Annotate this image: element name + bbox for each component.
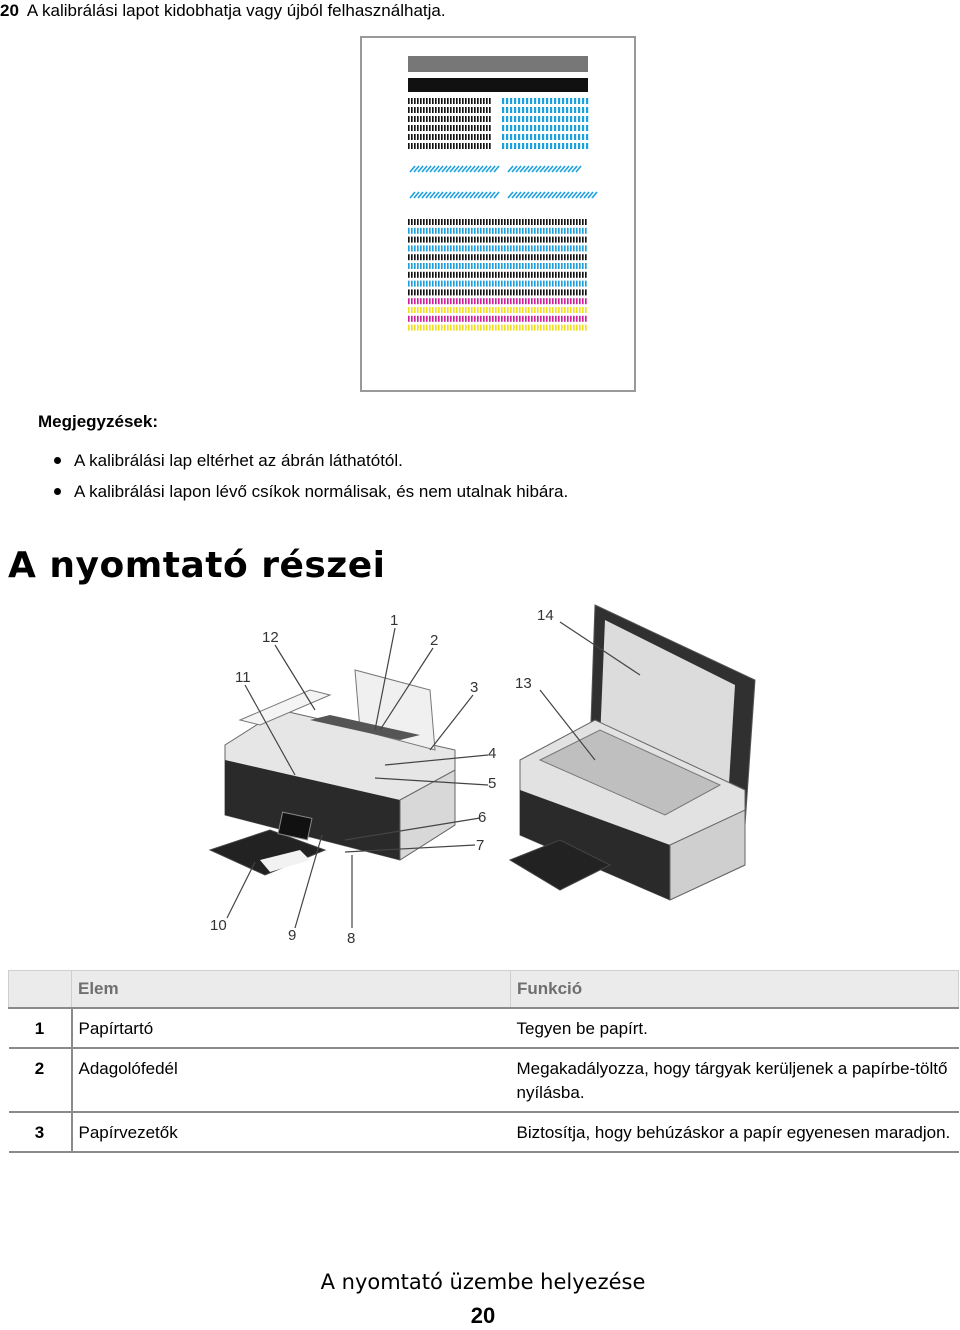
table-header-num: [9, 971, 72, 1009]
callout-label: 11: [235, 669, 251, 686]
callout-label: 2: [430, 632, 439, 649]
page-header: [0, 0, 446, 22]
callout-label: 5: [488, 775, 497, 792]
callout-label: 3: [470, 679, 479, 696]
section-heading: A nyomtató részei: [8, 545, 386, 586]
table-row: [9, 1048, 959, 1112]
table-header-row: [9, 971, 959, 1009]
row-function: Tegyen be papírt.: [511, 1008, 959, 1048]
callout-label: 9: [288, 927, 297, 944]
printer-parts-figure: [200, 600, 760, 952]
row-function: Biztosítja, hogy behúzáskor a papír egyenesen maradjon.: [511, 1112, 959, 1152]
calibration-page-figure: [360, 36, 636, 392]
table-header-item: Elem: [72, 971, 511, 1009]
callout-label: 4: [488, 745, 497, 762]
row-number: 2: [9, 1048, 72, 1112]
footer-page-number: 20: [470, 1303, 496, 1328]
callout-label: 14: [537, 607, 554, 624]
printer-left-illustration: [210, 670, 455, 875]
row-item: Papírtartó: [72, 1008, 511, 1048]
row-number: 1: [9, 1008, 72, 1048]
table-row: [9, 1008, 959, 1048]
callout-label: 13: [515, 675, 532, 692]
callout-label: 1: [390, 612, 399, 629]
header-text: A kalibrálási lapot kidobhatja vagy újból felhasználhatja.: [26, 1, 446, 20]
table-header-function: Funkció: [511, 971, 959, 1009]
row-item: Papírvezetők: [72, 1112, 511, 1152]
callout-label: 6: [478, 809, 487, 826]
notes-title: Megjegyzések:: [38, 412, 158, 431]
printer-right-illustration: [510, 605, 755, 900]
header-page-number: 20: [0, 1, 19, 20]
note-item: A kalibrálási lap eltérhet az ábrán láthatótól.: [50, 447, 568, 478]
note-item: A kalibrálási lapon lévő csíkok normálisak, és nem utalnak hibára.: [50, 478, 568, 509]
footer-title: A nyomtató üzembe helyezése: [320, 1270, 646, 1294]
notes-list: [50, 447, 568, 509]
row-item: Adagolófedél: [72, 1048, 511, 1112]
callout-label: 10: [210, 917, 227, 934]
parts-table: [8, 970, 959, 1153]
table-row: [9, 1112, 959, 1152]
callout-label: 12: [262, 629, 279, 646]
callout-label: 8: [347, 930, 356, 947]
row-function: Megakadályozza, hogy tárgyak kerüljenek a papírbe-töltő nyílásba.: [511, 1048, 959, 1112]
row-number: 3: [9, 1112, 72, 1152]
callout-label: 7: [476, 837, 485, 854]
